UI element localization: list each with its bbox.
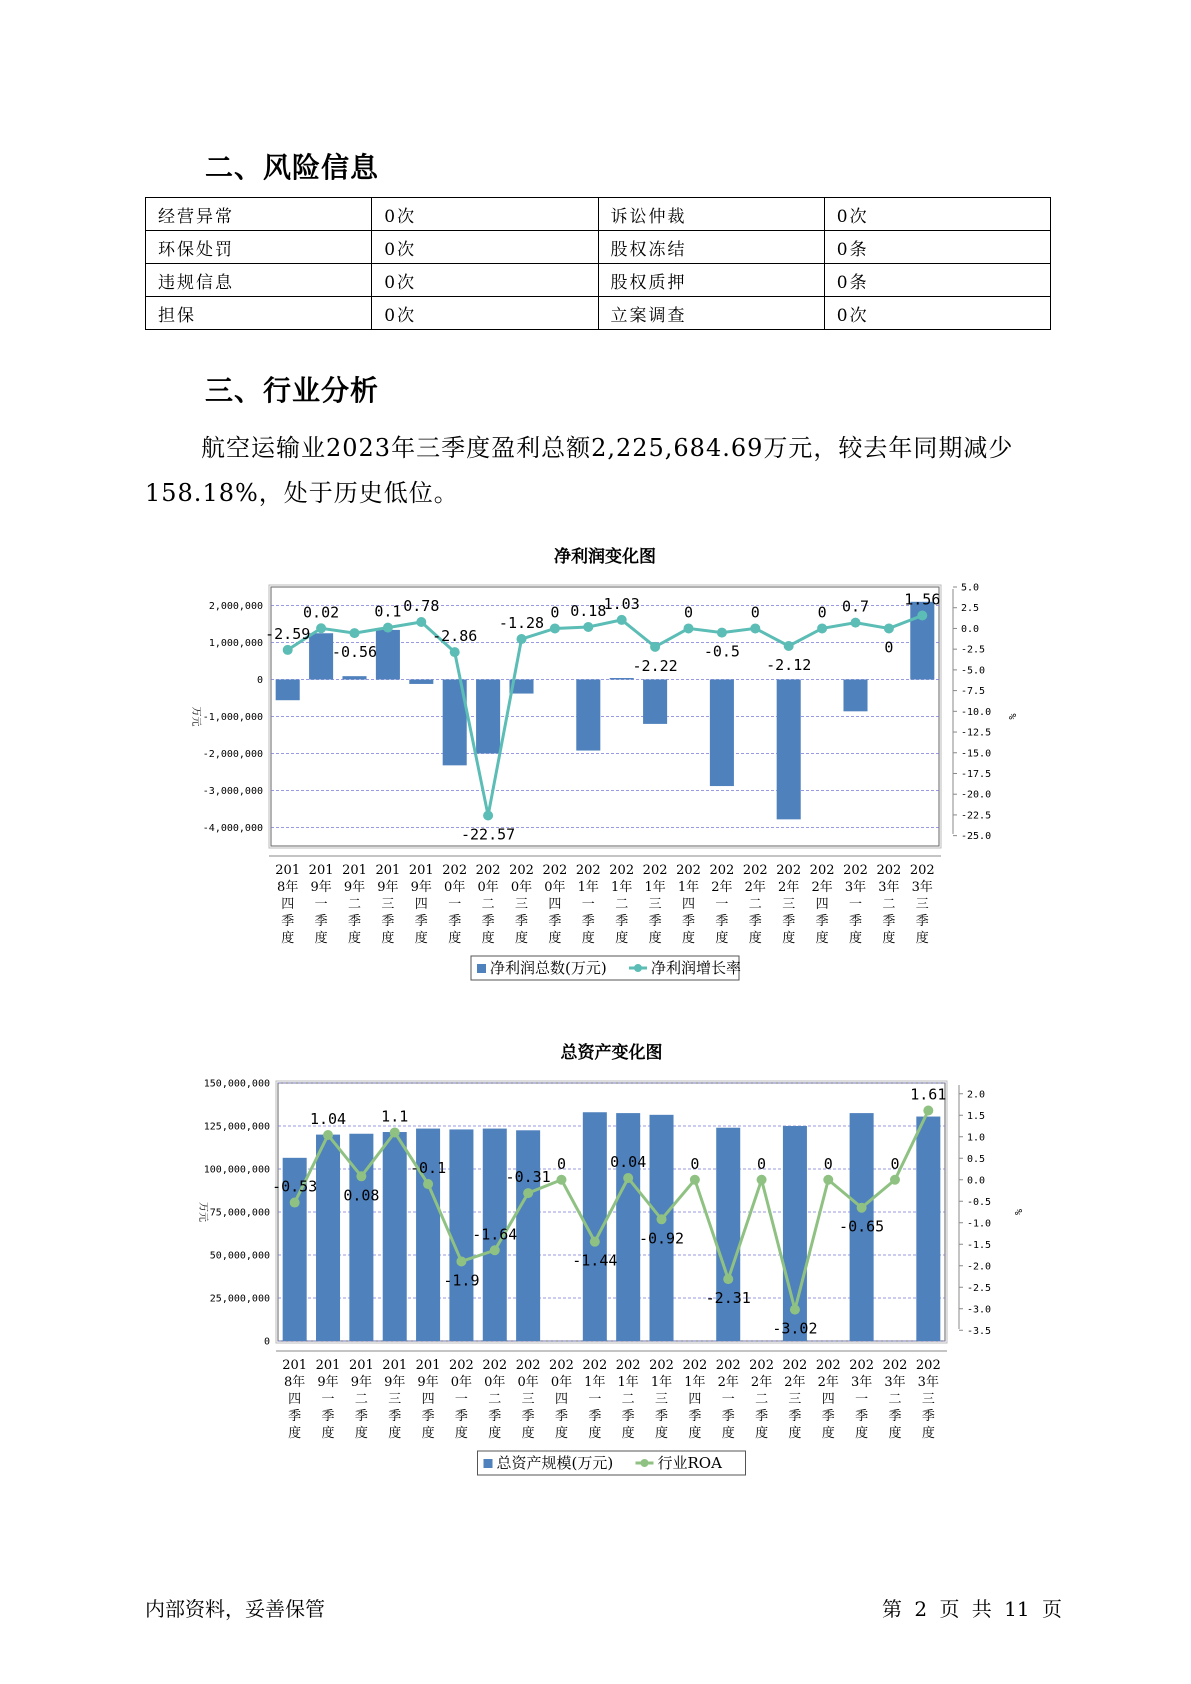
x-tick-label: 201 8年四季度 [275,863,301,946]
y-tick-label: -1,000,000 [202,712,263,723]
bar [777,680,801,820]
chart-title: 总资产变化图 [560,1043,663,1063]
data-point [350,628,360,638]
y2-tick-label: 2.0 [967,1089,986,1101]
y2-axis-label: % [1012,1208,1023,1216]
data-label: 0.08 [343,1186,380,1205]
data-label: 0.18 [570,601,607,620]
data-label: 0 [817,603,827,622]
x-tick-label: 201 9年三季度 [382,1358,408,1441]
x-tick-label: 202 0年二季度 [475,863,501,946]
risk-section-heading: 二、风险信息 [205,151,380,184]
bar [616,1113,640,1341]
y2-tick-label: -7.5 [961,686,986,698]
x-tick-label: 202 2年二季度 [742,863,768,946]
y2-tick-label: -10.0 [961,706,992,718]
x-tick-label: 202 2年一季度 [715,1358,741,1441]
y-tick-label: 50,000,000 [209,1250,270,1262]
data-label: 0 [823,1154,833,1173]
risk-item-value: 0条 [824,231,1050,264]
risk-item-label: 担保 [146,297,372,330]
data-point [590,1237,600,1247]
bar [716,1128,740,1341]
data-label: 0.7 [841,597,870,616]
data-label: 0 [884,638,894,657]
data-label: -2.59 [265,624,311,643]
data-label: -1.28 [498,614,545,633]
data-point [316,623,326,633]
data-label: 1.56 [904,590,941,609]
risk-info-table [145,197,1051,330]
data-point [657,1214,667,1224]
y2-tick-label: -0.5 [967,1196,992,1208]
legend-line-label: 净利润增长率 [651,959,742,977]
data-label: 0.02 [303,603,340,622]
data-label: 0 [550,603,560,622]
net-profit-chart [0,540,1191,1000]
y-axis-label: 万元 [190,706,201,727]
risk-item-label: 立案调查 [598,297,824,330]
data-point [851,618,861,628]
x-tick-label: 202 3年三季度 [909,863,935,946]
data-label: -22.57 [461,825,516,844]
legend-bar-swatch [484,1459,493,1468]
x-tick-label: 202 0年一季度 [442,863,468,946]
y-tick-label: 150,000,000 [203,1078,270,1090]
y2-tick-label: -15.0 [961,748,992,760]
legend-line-label: 行业ROA [657,1454,722,1472]
y2-tick-label: 0.0 [967,1175,986,1187]
data-label: -0.31 [505,1168,551,1187]
risk-item-value: 0次 [372,231,598,264]
data-label: 0.04 [610,1153,647,1172]
x-tick-label: 201 9年一季度 [308,863,334,946]
x-tick-label: 201 9年二季度 [342,863,367,946]
total-assets-chart [0,1036,1191,1496]
x-tick-label: 201 8年四季度 [282,1358,308,1441]
data-point [383,623,393,633]
y-tick-label: 0 [263,1336,270,1348]
data-point [923,1106,933,1116]
y-tick-label: 0 [256,675,263,686]
x-tick-label: 202 3年一季度 [843,863,868,946]
x-tick-label: 202 0年二季度 [482,1358,508,1441]
x-tick-label: 202 0年三季度 [515,1358,541,1441]
x-tick-label: 202 1年二季度 [615,1358,641,1441]
y2-tick-label: -2.5 [967,1282,992,1294]
x-tick-label: 201 9年一季度 [315,1358,341,1441]
data-label: 0 [690,1154,700,1173]
y2-tick-label: 1.5 [967,1110,986,1122]
risk-item-value: 0次 [824,198,1050,231]
y2-axis-label: % [1006,713,1017,720]
data-point [517,634,527,644]
x-tick-label: 202 0年一季度 [449,1358,474,1441]
table-row [146,264,1051,297]
data-label: 1.1 [381,1107,409,1126]
data-point [650,642,660,652]
bar [376,630,400,680]
y2-tick-label: 0.0 [961,623,980,635]
y-tick-label: 75,000,000 [209,1207,270,1219]
risk-item-label: 股权冻结 [598,231,824,264]
data-point [817,623,827,633]
bar [276,680,300,701]
y-tick-label: -3,000,000 [202,786,263,797]
y2-tick-label: -20.0 [961,789,992,801]
industry-summary-text: 航空运输业2023年三季度盈利总额2,225,684.69万元，较去年同期减少158.18%，处于历史低位。 [145,434,1014,507]
x-tick-label: 202 0年三季度 [509,863,534,946]
data-point [884,623,894,633]
data-point [450,647,460,657]
data-label: -3.02 [772,1319,818,1338]
data-point [390,1127,400,1137]
x-tick-label: 201 9年三季度 [375,863,401,946]
chart-title: 净利润变化图 [554,547,656,567]
industry-summary-paragraph [145,426,1051,516]
bar [309,633,333,679]
bar [610,678,634,679]
data-label: 1.61 [910,1085,947,1104]
x-tick-label: 202 1年四季度 [676,863,701,946]
y-tick-label: 1,000,000 [208,638,263,649]
data-point [483,811,493,821]
data-label: -0.1 [410,1159,447,1178]
x-tick-label: 202 3年二季度 [882,1358,908,1441]
y-tick-label: -4,000,000 [202,823,263,834]
legend-line-marker [634,964,642,972]
y-tick-label: 25,000,000 [209,1293,270,1305]
x-tick-label: 202 1年四季度 [682,1358,708,1441]
y2-tick-label: 0.5 [967,1153,986,1165]
data-point [790,1305,800,1315]
data-point [550,623,560,633]
data-label: 0 [757,1154,767,1173]
data-point [356,1171,366,1181]
footer-page-number: 第 2 页 共 11 页 [882,1597,1062,1621]
bar [409,680,433,684]
y2-tick-label: -22.5 [961,810,992,822]
y2-tick-label: 5.0 [961,582,980,594]
y-tick-label: 2,000,000 [208,601,263,612]
risk-item-value: 0次 [824,297,1050,330]
data-label: 0.1 [374,602,402,621]
data-label: 0 [890,1154,900,1173]
legend-bar-label: 净利润总数(万元) [490,959,607,977]
x-tick-label: 202 1年一季度 [582,1358,608,1441]
bar [383,1132,407,1341]
bar [476,680,500,754]
data-point [523,1188,533,1198]
y2-tick-label: -3.5 [967,1325,992,1337]
data-point [323,1130,333,1140]
data-point [684,623,694,633]
bar [650,1115,674,1341]
data-point [690,1175,700,1185]
risk-item-label: 违规信息 [146,264,372,297]
footer-confidential-note: 内部资料，妥善保管 [145,1597,325,1621]
bar [843,680,867,712]
risk-item-value: 0次 [372,198,598,231]
y-tick-label: 100,000,000 [203,1164,270,1176]
table-row [146,231,1051,264]
data-label: -0.56 [331,643,378,662]
bar [342,676,366,679]
y2-tick-label: -2.0 [967,1261,992,1273]
risk-item-value: 0次 [372,297,598,330]
risk-item-value: 0条 [824,264,1050,297]
y2-tick-label: -17.5 [961,768,992,780]
x-tick-label: 202 3年一季度 [849,1358,875,1441]
y2-tick-label: -1.5 [967,1239,992,1251]
data-point [723,1274,733,1284]
x-tick-label: 202 2年四季度 [809,863,835,946]
bar [516,1130,540,1341]
x-tick-label: 202 2年一季度 [709,863,735,946]
x-tick-label: 202 1年三季度 [649,1358,674,1441]
y2-tick-label: 2.5 [961,603,980,615]
data-label: -2.22 [632,656,678,675]
legend-bar-label: 总资产规模(万元) [496,1454,614,1472]
data-label: -1.9 [443,1271,480,1290]
y2-tick-label: -25.0 [961,831,992,843]
bar [316,1135,340,1341]
data-point [416,617,426,627]
x-tick-label: 202 3年二季度 [876,863,902,946]
data-label: -1.44 [572,1251,618,1270]
bar [916,1117,940,1341]
data-point [750,623,760,633]
x-tick-label: 202 3年三季度 [915,1358,941,1441]
data-label: 0 [556,1154,566,1173]
data-label: -0.92 [638,1229,685,1248]
table-row [146,198,1051,231]
x-tick-label: 202 1年三季度 [642,863,668,946]
y2-tick-label: -2.5 [961,644,986,656]
data-label: 0.78 [403,596,440,615]
x-tick-label: 202 2年二季度 [749,1358,774,1441]
risk-item-label: 股权质押 [598,264,824,297]
data-point [757,1175,767,1185]
x-tick-label: 202 2年三季度 [782,1358,808,1441]
data-point [490,1245,500,1255]
risk-item-label: 诉讼仲裁 [598,198,824,231]
data-label: 0 [683,603,694,622]
x-tick-label: 202 0年四季度 [549,1358,574,1441]
data-label: -0.65 [839,1217,885,1236]
data-point [617,615,627,625]
y-axis-label: 万元 [197,1202,208,1222]
y2-tick-label: -5.0 [961,665,986,677]
bar [643,680,667,724]
data-label: 1.04 [309,1110,347,1129]
data-point [623,1173,633,1183]
data-label: -2.86 [432,627,478,646]
data-point [917,611,927,621]
y-tick-label: -2,000,000 [202,749,263,760]
data-label: -0.5 [703,642,740,661]
risk-item-value: 0次 [372,264,598,297]
x-tick-label: 202 1年一季度 [575,863,601,946]
x-tick-label: 202 2年三季度 [776,863,802,946]
data-label: 1.03 [603,594,640,613]
data-point [857,1203,867,1213]
y2-tick-label: -12.5 [961,727,992,739]
data-point [456,1256,466,1266]
data-point [283,645,293,655]
industry-section-heading: 三、行业分析 [205,374,380,407]
x-tick-label: 201 9年二季度 [348,1358,374,1441]
x-tick-label: 202 0年四季度 [542,863,568,946]
data-label: -2.31 [705,1289,751,1308]
data-label: -1.64 [472,1225,518,1244]
risk-item-label: 经营异常 [146,198,372,231]
y2-tick-label: -3.0 [967,1304,992,1316]
x-tick-label: 202 2年四季度 [815,1358,841,1441]
data-point [583,622,593,632]
data-point [823,1175,833,1185]
x-tick-label: 201 9年四季度 [415,1358,441,1441]
data-point [784,641,794,651]
risk-item-label: 环保处罚 [146,231,372,264]
data-point [556,1175,566,1185]
data-label: 0 [750,603,760,622]
bar [576,680,600,751]
legend-line-marker [641,1459,649,1467]
data-label: -0.53 [272,1177,318,1196]
bar [710,680,734,787]
y2-tick-label: -1.0 [967,1218,992,1230]
legend-bar-swatch [477,964,486,973]
data-point [717,628,727,638]
data-point [423,1179,433,1189]
x-tick-label: 202 1年二季度 [609,863,635,946]
data-point [890,1175,900,1185]
y-tick-label: 125,000,000 [203,1121,270,1133]
bar [449,1129,473,1341]
x-tick-label: 201 9年四季度 [408,863,434,946]
table-row [146,297,1051,330]
data-label: -2.12 [766,656,812,675]
y2-tick-label: 1.0 [967,1132,986,1144]
data-point [290,1198,300,1208]
